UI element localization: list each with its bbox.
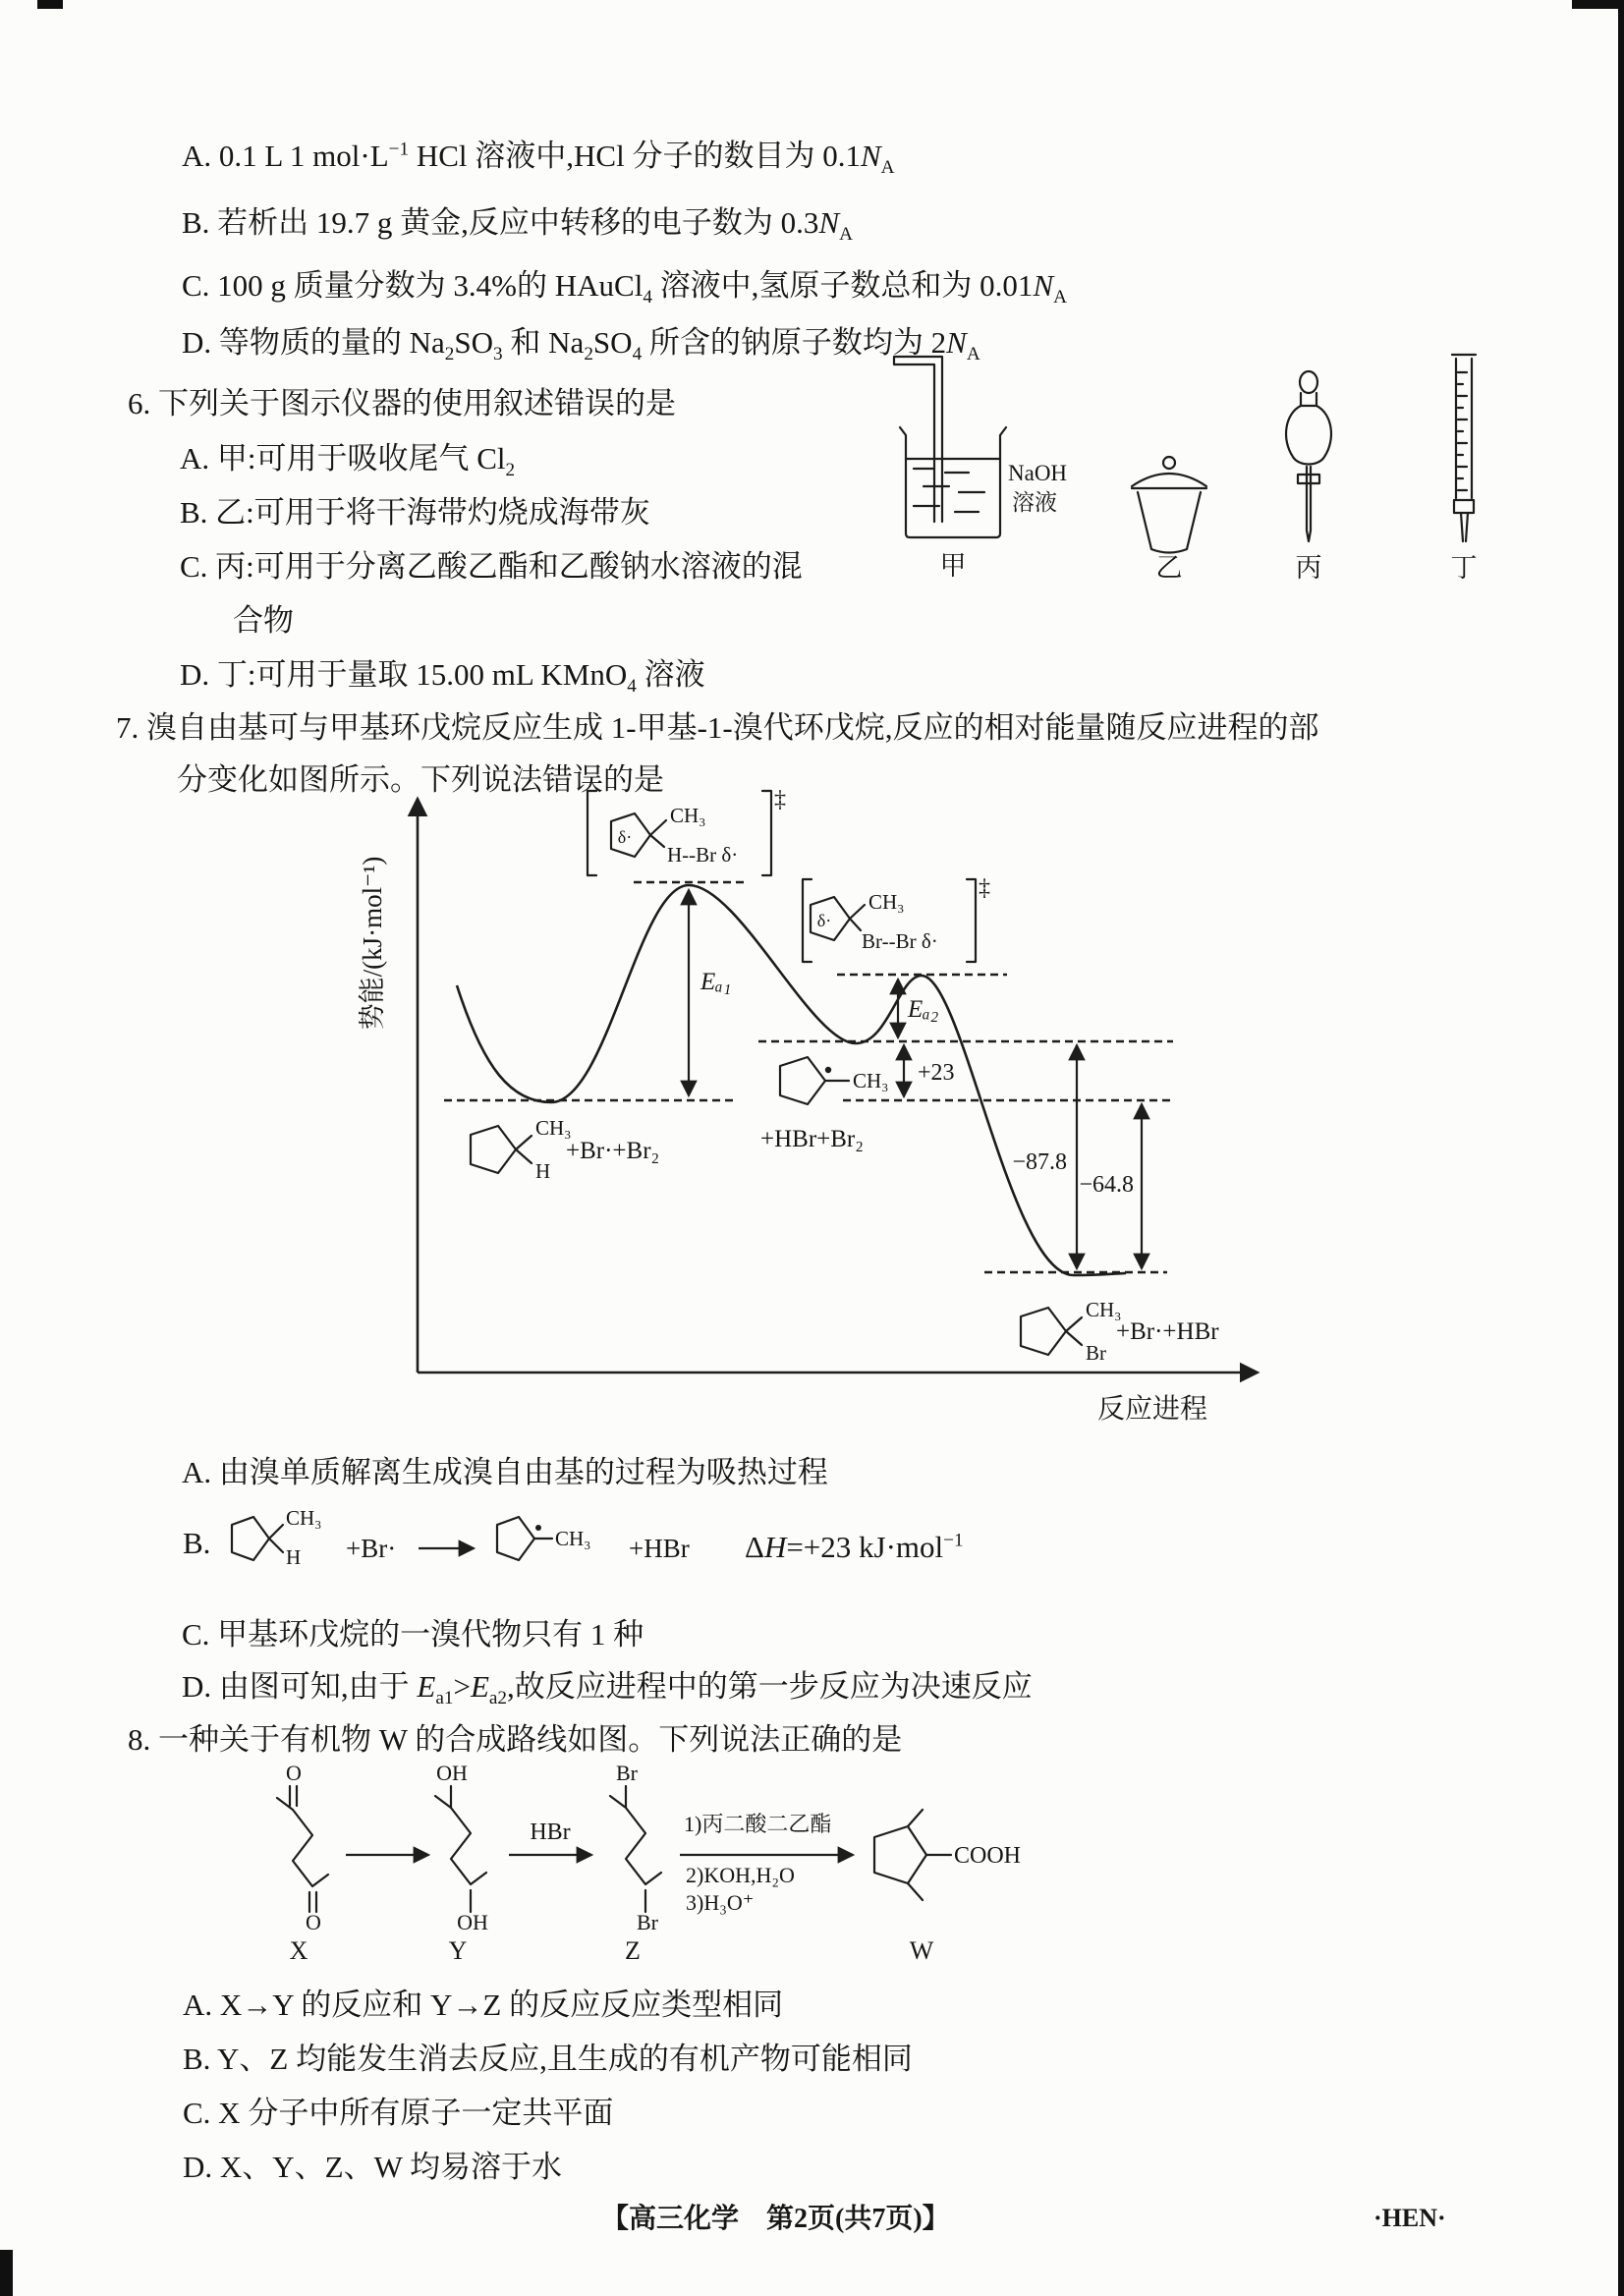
intermediate-species-label: +HBr+Br₂ (760, 1126, 864, 1152)
y-axis-label: 势能/(kJ·mol⁻¹) (358, 856, 387, 1031)
reactant-ring (471, 1126, 516, 1173)
y-top-hydroxyl: OH (436, 1761, 468, 1785)
footer-page-info: 【高三化学 第2页(共7页)】 (601, 2204, 950, 2234)
compound-z-structure (610, 1761, 661, 1965)
synthesis-scheme (236, 1761, 1061, 1972)
ts1-delta-radical: δ· (617, 827, 633, 847)
scheme-step-2: 2)KOH,H₂O (686, 1863, 795, 1887)
optb-ring2 (497, 1517, 534, 1560)
ts1-h-br-label: H--Br δ· (667, 843, 739, 867)
energy-curve (457, 885, 1126, 1275)
ts1-methyl-label: CH₃ (670, 804, 706, 827)
q5-option-b: B. 若析出 19.7 g 黄金,反应中转移的电子数为 $0.3N_A$ (182, 205, 853, 246)
compound-y-structure (435, 1761, 488, 1965)
apparatus-label-jia: 甲 (939, 551, 967, 581)
q7-stem-line2: 分变化如图所示。下列说法错误的是 (177, 762, 664, 797)
funnel-stopper (1300, 371, 1317, 393)
q5-option-a: A. 0.1 L 1 $mol\cdot L^{-1}$ HCl 溶液中,HCl 分子的数目为 $0.1N_A$ (182, 139, 895, 179)
optb-ring1-methyl: CH₃ (286, 1506, 322, 1530)
energy-diagram (275, 781, 1277, 1449)
q7-option-b-plus-br: +Br· (346, 1534, 397, 1563)
apparatus-label-ding: 丁 (1450, 553, 1478, 583)
product-ring (1021, 1308, 1066, 1355)
compound-y-label: Y (448, 1936, 468, 1965)
compound-x-label: X (289, 1936, 308, 1965)
transition-state-2-structure (803, 875, 990, 962)
compound-z-label: Z (625, 1936, 641, 1965)
compound-x-structure (277, 1761, 328, 1965)
radical-dot (825, 1067, 831, 1073)
scheme-arrow-2-reagent: HBr (530, 1820, 571, 1845)
gas-inlet-tube (894, 357, 942, 522)
burette-stopcock (1454, 500, 1474, 513)
liquid-hatching (906, 459, 1000, 512)
optb-ring1 (232, 1517, 269, 1560)
burette-graduations (1458, 372, 1467, 490)
crucible-yi-illustration (1132, 457, 1206, 583)
naoh-label-line2: 溶液 (1012, 490, 1057, 515)
burette-tip (1461, 513, 1468, 541)
q5-option-d: D. 等物质的量的 $Na_2SO_3$ 和 $Na_2SO_4$ 所含的钠原子数均为 $2N_A$ (182, 325, 980, 365)
y-skeleton (435, 1786, 486, 1912)
scan-artifact-top-left (37, 0, 63, 9)
ts2-bonds (850, 905, 865, 930)
q8-stem: 8. 一种关于有机物 W 的合成路线如图。下列说法正确的是 (128, 1722, 903, 1757)
product-structure (1021, 1298, 1219, 1365)
q7-stem-line1: 7. 溴自由基可与甲基环戊烷反应生成 1-甲基-1-溴代环戊烷,反应的相对能量随反应进程的部 (116, 710, 1319, 745)
q7-option-b-reactant-ring (224, 1497, 352, 1576)
plus23-label: +23 (918, 1060, 955, 1086)
intermediate-ring (780, 1057, 825, 1104)
q6-option-d: D. 丁:可用于量取 15.00 mL KMnO$_4$ 溶液 (180, 657, 705, 698)
q7-option-b-product-ring (489, 1497, 627, 1576)
w-cooh-label: COOH (954, 1843, 1022, 1869)
w-bonds (908, 1810, 951, 1900)
optb-radical-dot (535, 1525, 541, 1531)
product-bonds (1066, 1317, 1082, 1345)
funnel-neck (1301, 393, 1316, 406)
reactant-h-label: H (535, 1159, 551, 1183)
z-bottom-bromine: Br (637, 1910, 658, 1934)
q7-option-d: D. 由图可知,由于 $E_{a1}>E_{a2}$,故反应进程中的第一步反应为决速反应 (182, 1669, 1033, 1709)
scan-artifact-bottom-left (0, 2250, 13, 2296)
optb-ring2-methyl: CH₃ (555, 1527, 591, 1550)
ts2-double-dagger: ‡ (979, 875, 990, 901)
ts1-bonds (650, 820, 666, 847)
y-bottom-hydroxyl: OH (457, 1910, 488, 1934)
optb-ring1-bonds (269, 1525, 283, 1552)
q6-option-b: B. 乙:可用于将干海带灼烧成海带灰 (180, 495, 650, 530)
reactant-bonds (516, 1136, 532, 1163)
burette-tube (1452, 355, 1476, 498)
scheme-step-1: 1)丙二酸二乙酯 (684, 1812, 832, 1836)
crucible-lid-knob (1163, 457, 1175, 469)
crucible-lid (1132, 474, 1206, 488)
reactant-species-label: +Br·+Br₂ (566, 1138, 660, 1164)
product-species-label: +Br·+HBr (1116, 1318, 1219, 1345)
q6-option-a: A. 甲:可用于吸收尾气 $Cl_2$ (180, 441, 516, 481)
compound-w-label: W (909, 1936, 934, 1965)
apparatus-figure (865, 349, 1552, 594)
q7-option-b-plus-hbr: +HBr (629, 1534, 690, 1563)
q8-option-a: A. X→Y 的反应和 Y→Z 的反应反应类型相同 (183, 1988, 784, 2022)
ts2-delta-radical: δ· (816, 911, 832, 930)
z-skeleton (610, 1786, 661, 1912)
minus878-label: −87.8 (1012, 1149, 1067, 1175)
ts2-br-br-label: Br--Br δ· (862, 929, 938, 953)
ea2-label: Eₐ₂ (908, 996, 939, 1023)
reactant-structure (471, 1116, 659, 1183)
burette-ding-illustration (1451, 355, 1478, 583)
q8-option-c: C. X 分子中所有原子一定共平面 (183, 2096, 614, 2130)
q7-option-c: C. 甲基环戊烷的一溴代物只有 1 种 (182, 1617, 644, 1652)
transition-state-1-structure (588, 787, 786, 875)
optb-ring1-h: H (286, 1545, 302, 1569)
w-cyclopentane-ring (874, 1826, 926, 1883)
beaker-jia-illustration (894, 357, 1067, 581)
crucible-body (1138, 492, 1201, 553)
x-skeleton (277, 1786, 328, 1912)
funnel-stopcock (1298, 475, 1319, 483)
x-top-oxygen: O (286, 1761, 302, 1785)
x-bottom-oxygen: O (306, 1910, 321, 1934)
intermediate-structure (760, 1057, 889, 1152)
q6-stem: 6. 下列关于图示仪器的使用叙述错误的是 (128, 386, 676, 420)
minus648-label: −64.8 (1079, 1172, 1134, 1198)
q5-option-c: C. 100 g 质量分数为 3.4%的 HAuCl$_4$ 溶液中,氢原子数总和为 $0.01N_A$ (182, 268, 1067, 308)
apparatus-label-bing: 丙 (1295, 553, 1322, 583)
ts2-methyl-label: CH₃ (868, 890, 905, 914)
q7-option-b-reaction-arrow (417, 1539, 485, 1558)
naoh-label-line1: NaOH (1008, 461, 1068, 485)
x-axis-label: 反应进程 (1096, 1394, 1208, 1425)
funnel-body (1286, 406, 1331, 465)
product-methyl-label: CH₃ (1086, 1298, 1122, 1321)
q6-option-c-wrap: 合物 (233, 603, 294, 638)
scheme-step-3: 3)H₃O⁺ (686, 1890, 755, 1915)
reactant-methyl-label: CH₃ (535, 1116, 572, 1140)
ts1-double-dagger: ‡ (774, 787, 786, 812)
ea1-label: Eₐ₁ (700, 969, 732, 995)
footer-exam-code: ·HEN· (1373, 2204, 1446, 2232)
scan-artifact-right-edge (1618, 0, 1624, 2296)
q7-option-a: A. 由溴单质解离生成溴自由基的过程为吸热过程 (182, 1455, 828, 1489)
q6-option-c: C. 丙:可用于分离乙酸乙酯和乙酸钠水溶液的混 (180, 549, 803, 584)
z-top-bromine: Br (616, 1761, 638, 1785)
separating-funnel-bing-illustration (1286, 371, 1331, 583)
apparatus-label-yi: 乙 (1155, 553, 1183, 583)
q7-option-b-enthalpy: ΔH=+23 kJ·mol$^{-1}$ (745, 1530, 964, 1564)
q8-option-b: B. Y、Z 均能发生消去反应,且生成的有机产物可能相同 (183, 2042, 913, 2076)
q8-option-d: D. X、Y、Z、W 均易溶于水 (183, 2150, 563, 2184)
intermediate-methyl-label: CH₃ (853, 1069, 889, 1092)
funnel-stem (1307, 467, 1311, 541)
beaker-outline (900, 427, 1006, 537)
scan-artifact-top-right (1572, 0, 1624, 9)
product-br-label: Br (1086, 1341, 1106, 1365)
q7-option-b-label: B. (183, 1526, 211, 1560)
compound-w-structure (874, 1810, 1021, 1965)
